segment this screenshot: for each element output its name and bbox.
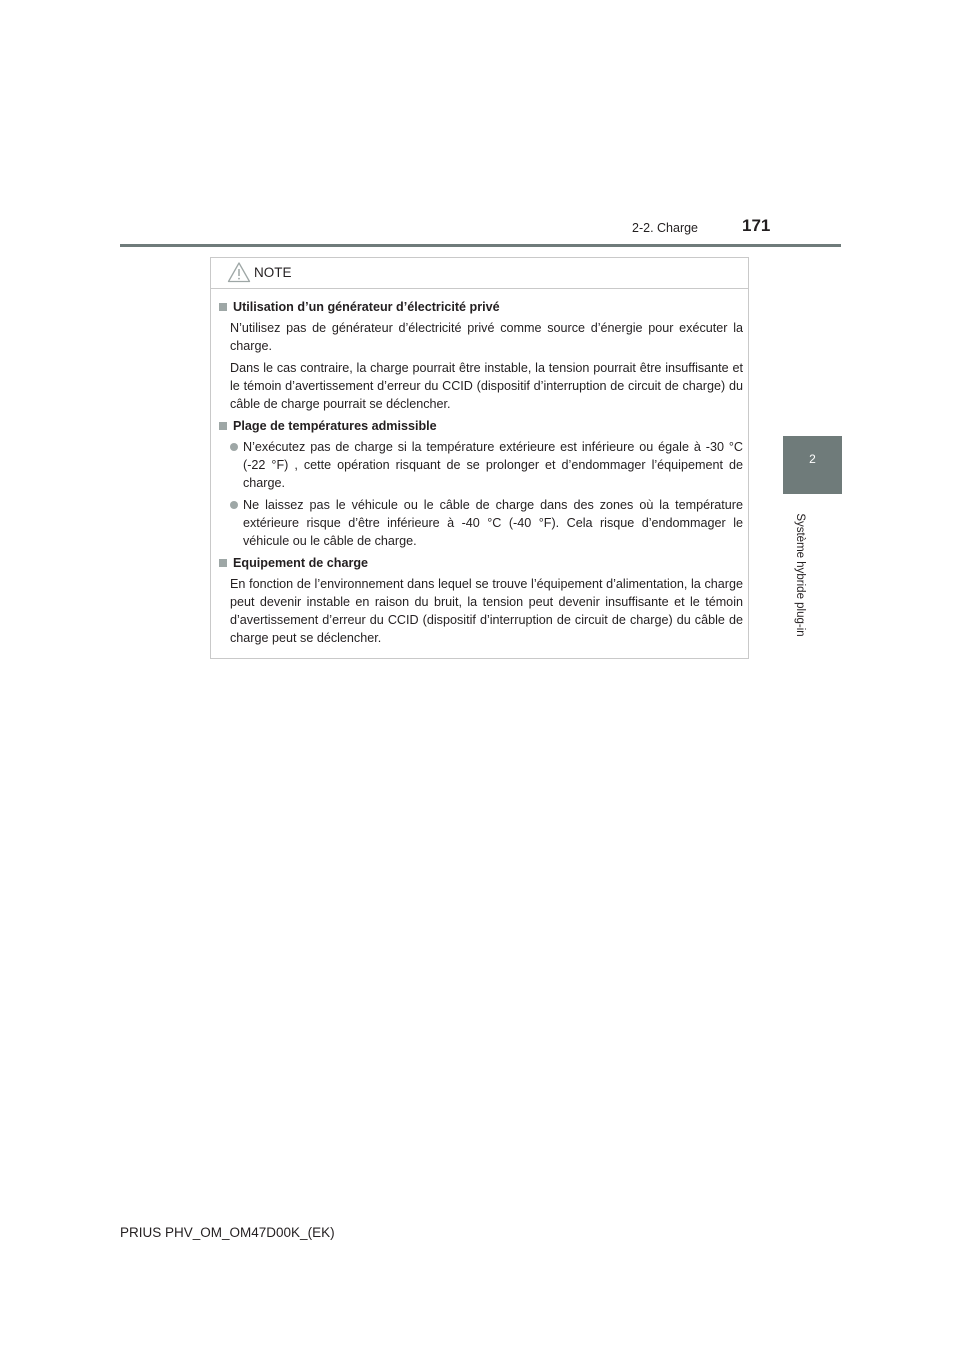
header-section-title: 2-2. Charge — [632, 221, 699, 235]
chapter-tab — [783, 436, 842, 494]
note-header — [211, 258, 748, 289]
warning-triangle-icon — [227, 261, 251, 283]
note-box — [210, 257, 749, 659]
list-item: Ne laissez pas le véhicule ou le câble de charge dans des zones où la température extérieure risque d’être inférieure à -40 °C (-40 °F). Cela risque d’endommager le véhicule ou le câble de charge. — [230, 496, 743, 550]
section-paragraph: N’utilisez pas de générateur d’électricité privé comme source d’énergie pour exécuter la charge. — [230, 321, 743, 353]
section-paragraph: En fonction de l’environnement dans lequel se trouve l’équipement d’alimentation, la charge peut devenir instable en raison du bruit, la tension peut devenir insuffisante et le témoin d’avertissement d’erreur du CCID (dispositif d’interruption de circuit de charge) du câble de charge peut se déclencher. — [230, 577, 743, 645]
circle-bullet-icon — [230, 443, 238, 451]
section-paragraph: Dans le cas contraire, la charge pourrait être instable, la tension pourrait être insuffisante et le témoin d’avertissement d’erreur du CCID (dispositif d’interruption de circuit de charge) du câble de charge pourrait se déclencher. — [230, 361, 743, 411]
list-item: N’exécutez pas de charge si la température extérieure est inférieure ou égale à -30 °C (-22 °F) , cette opération risquant de se prolonger et d’endommager l’équipement de charge. — [230, 438, 743, 492]
note-title: NOTE — [254, 265, 292, 280]
chapter-label-text: Système hybride plug-in — [794, 513, 806, 637]
note-body — [219, 298, 743, 651]
page-number: 171 — [742, 216, 771, 235]
section-title: Utilisation d’un générateur d’électricité privé — [219, 298, 743, 316]
section-title: Equipement de charge — [219, 554, 743, 572]
chapter-number: 2 — [809, 452, 816, 466]
chapter-label — [792, 505, 808, 645]
header-divider — [120, 244, 841, 247]
document-id: PRIUS PHV_OM_OM47D00K_(EK) — [120, 1225, 335, 1240]
square-bullet-icon — [219, 303, 227, 311]
section-title: Plage de températures admissible — [219, 417, 743, 435]
square-bullet-icon — [219, 559, 227, 567]
circle-bullet-icon — [230, 501, 238, 509]
square-bullet-icon — [219, 422, 227, 430]
